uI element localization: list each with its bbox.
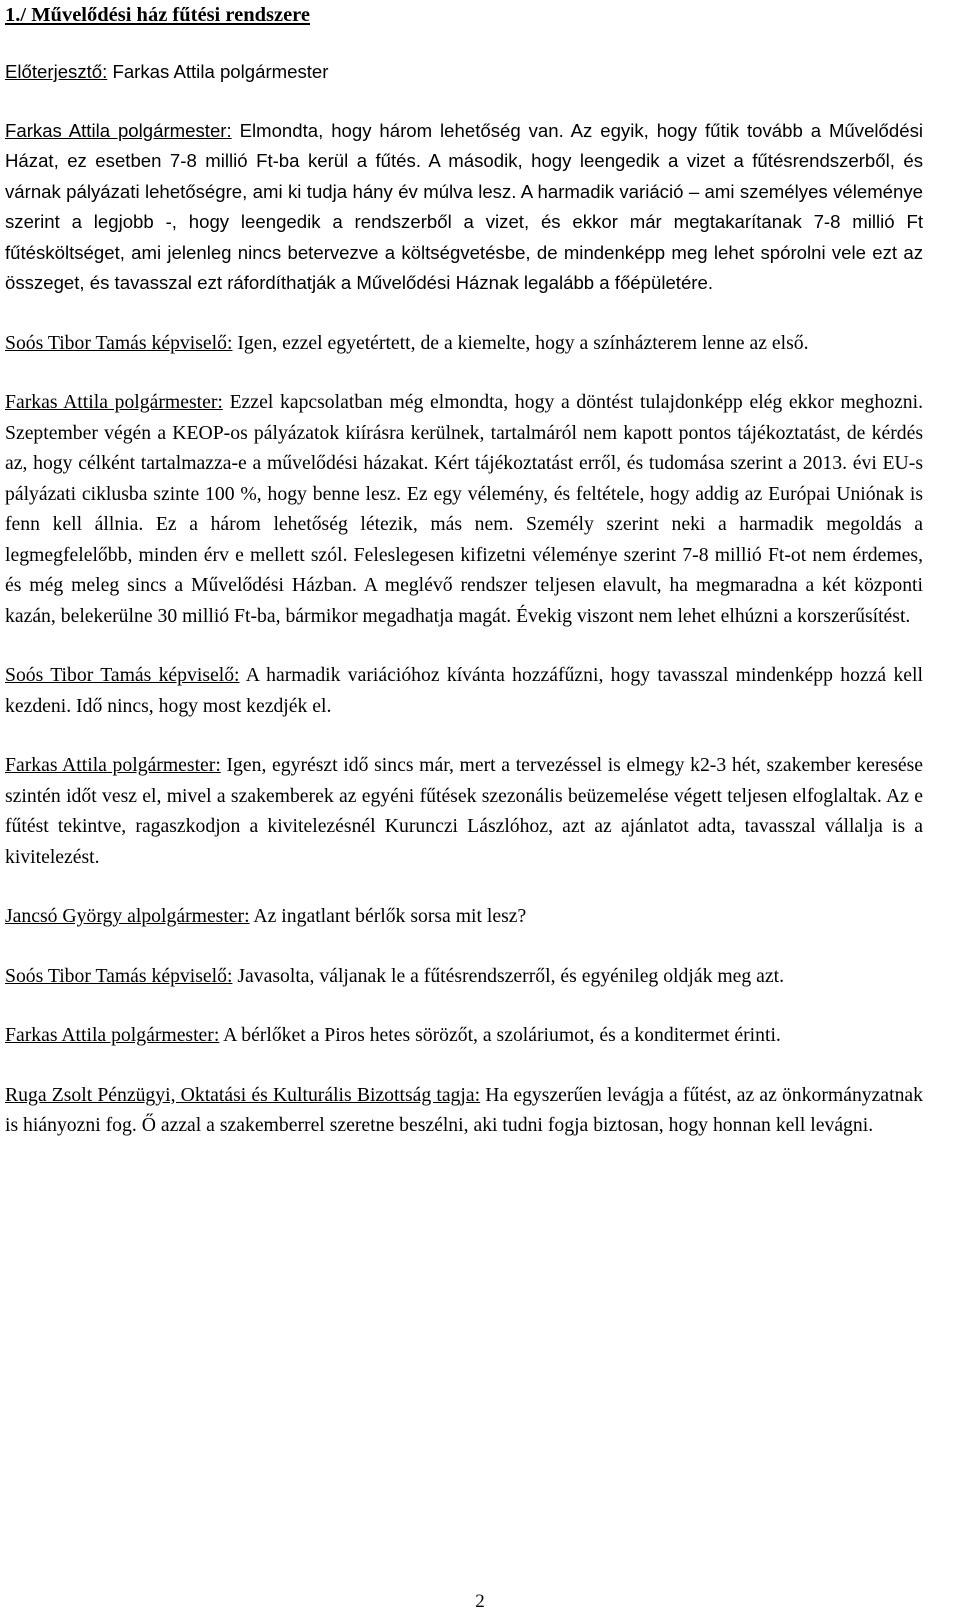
statement-text: Igen, ezzel egyetértett, de a kiemelte, hogy a színházterem lenne az első. [237, 331, 809, 354]
presenter-name: Farkas Attila polgármester [112, 61, 329, 82]
statement-text: A harmadik variációhoz kívánta hozzáfűzni, hogy tavasszal mindenképp hozzá kell kezdeni. Idő nincs, hogy most kezdjék el. [5, 664, 923, 717]
statement-text: A bérlőket a Piros hetes sörözőt, a szoláriumot, és a konditermet érinti. [223, 1024, 781, 1046]
speaker-name: Soós Tibor Tamás képviselő: [5, 964, 233, 987]
paragraph-7 [5, 961, 923, 992]
speaker-name: Ruga Zsolt Pénzügyi, Oktatási és Kulturális Bizottság tagja: [5, 1083, 481, 1106]
paragraph-4 [5, 660, 923, 721]
paragraph-1 [5, 116, 923, 299]
statement-text: Elmondta, hogy három lehetőség van. Az egyik, hogy fűtik tovább a Művelődési Házat, ez esetben 7-8 millió Ft-ba kerül a fűtés. A második, hogy leengedik a vizet a fűtésrendszerből, és várnak pályázati lehetőségre, ami ki tudja hány év múlva lesz. A harmadik variáció – ami személyes véleménye szerint a legjobb -, hogy leengedik a rendszerből a vizet, és ekkor már megtakarítanak 7-8 millió Ft fűtésköltséget, ami jelenleg nincs betervezve a költségvetésbe, de mindenképp meg lehet spórolni vele ezt az összeget, és tavasszal ezt ráfordíthatják a Művelődési Háznak legalább a főépületére. [5, 119, 923, 293]
speaker-name: Soós Tibor Tamás képviselő: [5, 664, 240, 686]
speaker-name: Farkas Attila polgármester: [5, 119, 232, 141]
statement-text: Igen, egyrészt idő sincs már, mert a tervezéssel is elmegy k2-3 hét, szakember keresése szintén időt vesz el, mivel a szakemberek az egyéni fűtések szezonális beüzemelése végett teljesen elfoglaltak. Az e fűtést tekintve, ragaszkodjon a kivitelezésnél Kurunczi Lászlóhoz, azt az ajánlatot adta, tavasszal vállalja is a kivitelezést. [5, 754, 924, 868]
agenda-title: 1./ Művelődési ház fűtési rendszere [5, 4, 310, 26]
statement-text: Az ingatlant bérlők sorsa mit lesz? [253, 905, 527, 927]
speaker-name: Jancsó György alpolgármester: [5, 905, 250, 927]
speaker-name: Soós Tibor Tamás képviselő: [5, 331, 233, 354]
paragraph-8 [5, 1020, 923, 1051]
paragraph-6 [5, 901, 923, 932]
speaker-name: Farkas Attila polgármester: [5, 391, 223, 413]
document-page [5, 0, 923, 1141]
page-number: 2 [475, 1591, 485, 1612]
presenter-label: Előterjesztő: [5, 61, 108, 82]
presenter-line [5, 57, 923, 88]
statement-text: Javasolta, váljanak le a fűtésrendszerről, és egyénileg oldják meg azt. [237, 964, 785, 987]
paragraph-5 [5, 750, 923, 872]
paragraph-9 [5, 1080, 923, 1141]
speaker-name: Farkas Attila polgármester: [5, 754, 221, 776]
statement-text: Ha egyszerűen levágja a fűtést, az az önkormányzatnak is hiányozni fog. Ő azzal a szakemberrel szeretne beszélni, aki tudni fogja biztosan, hogy honnan kell levágni. [5, 1083, 924, 1136]
paragraph-3 [5, 387, 923, 631]
statement-text: Ezzel kapcsolatban még elmondta, hogy a döntést tulajdonképp elég ekkor meghozni. Szeptember végén a KEOP-os pályázatok kiírásra kerülnek, tartalmáról nem kapott pontos tájékoztatást, de kérdés az, hogy célként tartalmazza-e a művelődési házakat. Kért tájékoztatást erről, és tudomása szerint a 2013. évi EU-s pályázati ciklusba szinte 100 %, hogy benne lesz. Ez egy vélemény, és feltétele, hogy addig az Európai Uniónak is fenn kell állnia. Ez a három lehetőség létezik, más nem. Személy szerint neki a harmadik megoldás a legmegfelelőbb, minden érv e mellett szól. Feleslegesen kifizetni véleménye szerint 7-8 millió Ft-ot nem érdemes, és még meleg sincs a Művelődési Házban. A meglévő rendszer teljesen elavult, ha megmaradna a két központi kazán, belekerülne 30 millió Ft-ba, bármikor megadhatja magát. Évekig viszont nem lehet elhúzni a korszerűsítést. [5, 391, 924, 627]
paragraph-2 [5, 328, 923, 359]
speaker-name: Farkas Attila polgármester: [5, 1024, 220, 1046]
